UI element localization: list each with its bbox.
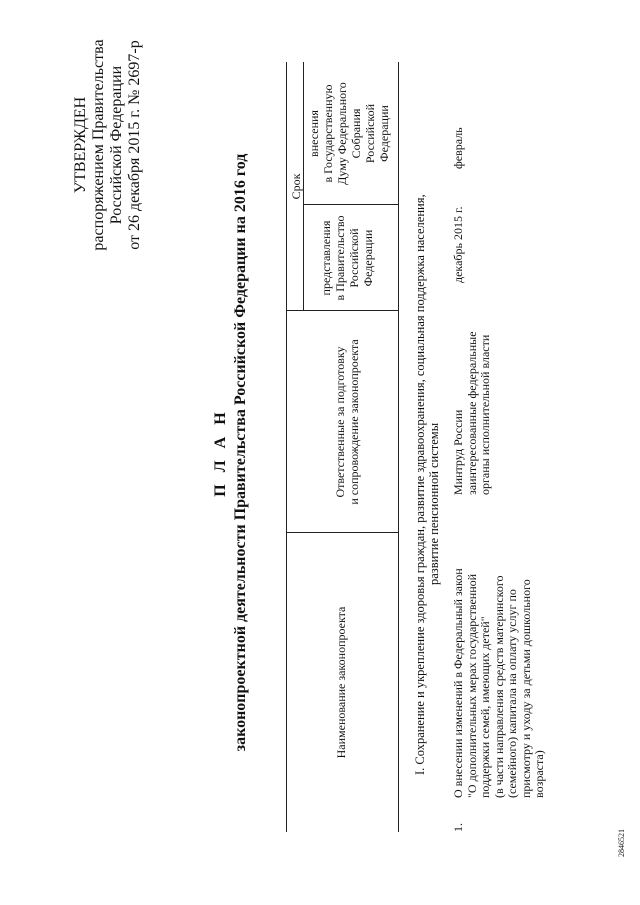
header-submit-gov-line: Российской	[347, 228, 361, 288]
header-submit-duma-line: Думу Федерального	[335, 82, 349, 185]
bill-name	[452, 533, 547, 798]
header-submit-gov-line: в Правительство	[333, 215, 347, 301]
responsible-line: заинтересованные федеральные	[464, 331, 479, 495]
header-name: Наименование законопроекта	[334, 606, 348, 759]
approval-line: УТВЕРЖДЕН	[72, 96, 89, 194]
section-heading-line: развитие пенсионной системы	[426, 422, 441, 585]
approval-line: распоряжением Правительства	[90, 39, 107, 251]
bill-name-line: поддержки семей, имеющих детей"	[478, 616, 492, 798]
responsible-bodies	[452, 311, 493, 495]
term-government: декабрь 2015 г.	[451, 206, 465, 283]
approval-line: от 26 декабря 2015 г. № 2697-р	[126, 40, 143, 250]
bill-name-line: присмотру и уходу за детьми дошкольного	[518, 579, 533, 798]
header-submit-duma	[307, 62, 391, 205]
header-responsible-line: Ответственные за подготовку	[333, 346, 347, 498]
header-submit-duma-line: Собрания	[349, 108, 363, 159]
header-submit-gov-line: Федерации	[361, 229, 375, 287]
header-submit-duma-line: Федерации	[377, 105, 391, 162]
term-header-divider	[303, 62, 304, 311]
table-header-border	[398, 62, 399, 832]
bill-name-line: "О дополнительных мерах государственной	[464, 573, 479, 798]
document-subtitle: законопроектной деятельности Правительства Российской Федерации на 2016 год	[232, 153, 249, 752]
bill-name-line: О внесении изменений в Федеральный закон	[451, 568, 465, 798]
term-duma: февраль	[451, 127, 465, 169]
header-submit-gov	[319, 205, 375, 311]
bill-name-line: (в части направления средств материнского	[491, 575, 506, 798]
approval-block	[72, 5, 144, 285]
header-submit-gov-line: представления	[319, 220, 333, 296]
header-submit-duma-line: внесения	[307, 110, 321, 157]
document-title: П Л А Н	[212, 408, 229, 497]
approval-line: Российской Федерации	[108, 65, 125, 225]
bill-name-line: (семейного) капитала на оплату услуг по	[505, 589, 519, 798]
header-submit-duma-line: Российской	[363, 103, 377, 164]
header-responsible-line: и сопровождение законопроекта	[347, 339, 361, 505]
header-submit-duma-line: в Государственную	[321, 84, 335, 183]
table-top-border	[286, 62, 287, 832]
section-heading-line: I. Сохранение и укрепление здоровья граждан, развитие здравоохранения, социальная поддержка населения,	[413, 194, 427, 775]
row-number: 1.	[451, 823, 465, 832]
document-id: 2846521	[617, 829, 626, 857]
section-heading	[414, 75, 441, 775]
header-term: Срок	[289, 173, 303, 200]
responsible-line: органы исполнительной власти	[478, 334, 492, 495]
bill-name-line: возраста)	[532, 750, 546, 798]
header-responsible	[333, 311, 361, 533]
responsible-line: Минтруд России	[451, 409, 465, 495]
